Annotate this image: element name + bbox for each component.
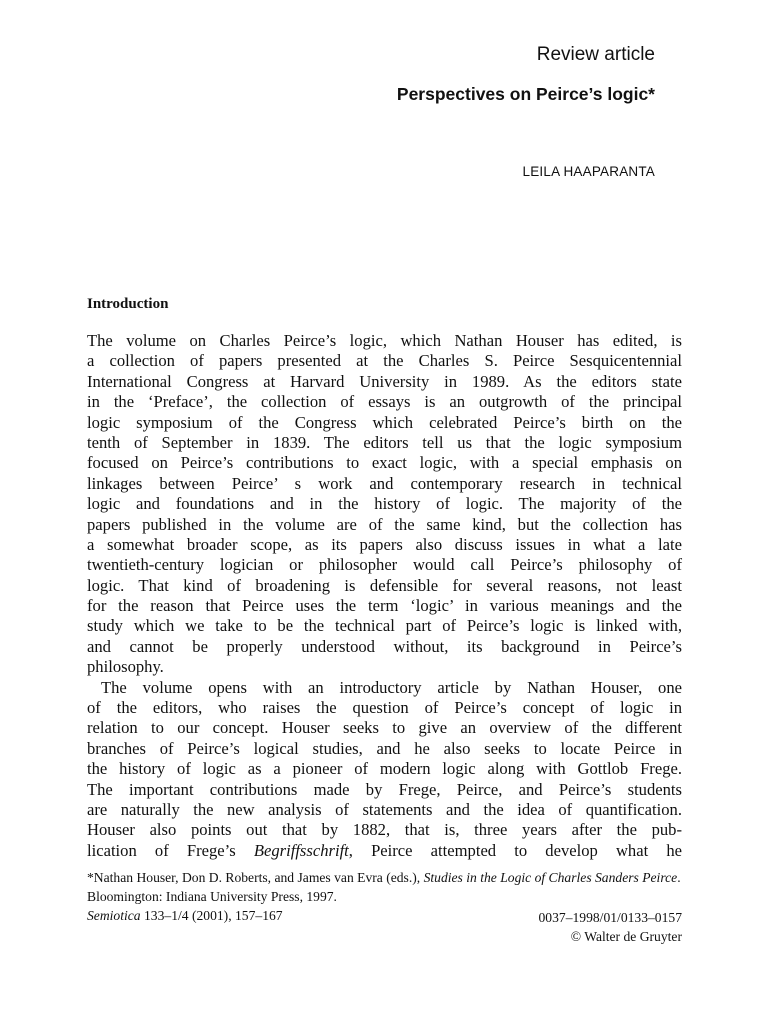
text-line: International Congress at Harvard University in 1989. As the editors state — [87, 371, 682, 391]
section-heading: Introduction — [87, 296, 169, 312]
copyright: © Walter de Gruyter — [570, 929, 682, 944]
text-line: a somewhat broader scope, as its papers also discuss issues in what a late — [87, 534, 682, 554]
text-line — [87, 841, 682, 861]
text-line: logic. That kind of broadening is defensible for several reasons, not least — [87, 575, 682, 595]
issn-code: 0037–1998/01/0133–0157 — [538, 910, 682, 925]
text-line: The important contributions made by Frege, Peirce, and Peirce’s students — [87, 779, 682, 799]
text-segment: lication of Frege’s — [87, 840, 254, 860]
text-line: study which we take to be the technical part of Peirce’s logic is linked with, — [87, 616, 682, 636]
text-line: papers published in the volume are of the same kind, but the collection has — [87, 514, 682, 534]
footnote — [87, 868, 682, 906]
text-line: branches of Peirce’s logical studies, and he also seeks to locate Peirce in — [87, 738, 682, 758]
text-line: focused on Peirce’s contributions to exact logic, with a special emphasis on — [87, 453, 682, 473]
text-line: in the ‘Preface’, the collection of essays is an outgrowth of the principal — [87, 392, 682, 412]
body-text — [87, 331, 682, 861]
citation-text: 133–1/4 (2001), 157–167 — [140, 908, 283, 923]
text-line: logic and foundations and in the history of logic. The majority of the — [87, 494, 682, 514]
text-line: the history of logic as a pioneer of modern logic along with Gottlob Frege. — [87, 759, 682, 779]
article-title: Perspectives on Peirce’s logic* — [396, 84, 655, 104]
text-line: twentieth-century logician or philosopher would call Peirce’s philosophy of — [87, 555, 682, 575]
publisher-info — [539, 908, 683, 946]
text-line: tenth of September in 1839. The editors tell us that the logic symposium — [87, 432, 682, 452]
text-line: for the reason that Peirce uses the term ‘logic’ in various meanings and the — [87, 596, 682, 616]
text-line: and cannot be properly understood without, its background in Peirce’s — [87, 636, 682, 656]
author-name: LEILA HAAPARANTA — [522, 164, 655, 179]
text-line: of the editors, who raises the question of Peirce’s concept of logic in — [87, 698, 682, 718]
journal-name: Semiotica — [87, 908, 141, 923]
text-line: a collection of papers presented at the Charles S. Peirce Sesquicentennial — [87, 351, 682, 371]
text-line: linkages between Peirce’ s work and contemporary research in technical — [87, 473, 682, 493]
text-line: logic symposium of the Congress which celebrated Peirce’s birth on the — [87, 412, 682, 432]
text-line: relation to our concept. Houser seeks to give an overview of the different — [87, 718, 682, 738]
footnote-text: . Bloomington: Indiana University Press, 1997. — [87, 870, 681, 904]
text-segment: , Peirce attempted to develop what he — [348, 840, 682, 860]
journal-citation — [87, 908, 283, 924]
text-line: The volume on Charles Peirce’s logic, which Nathan Houser has edited, is — [87, 331, 682, 350]
text-line: philosophy. — [87, 657, 164, 677]
footnote-book-title: Studies in the Logic of Charles Sanders Peirce — [423, 870, 678, 885]
text-line: The volume opens with an introductory article by Nathan Houser, one — [101, 677, 682, 697]
footnote-text: *Nathan Houser, Don D. Roberts, and James van Evra (eds.), — [87, 870, 424, 885]
text-line: are naturally the new analysis of statements and the idea of quantification. — [87, 799, 682, 819]
italic-title: Begriffsschrift — [253, 840, 349, 860]
article-type: Review article — [536, 44, 655, 65]
text-line: Houser also points out that by 1882, that is, three years after the pub- — [87, 820, 682, 840]
